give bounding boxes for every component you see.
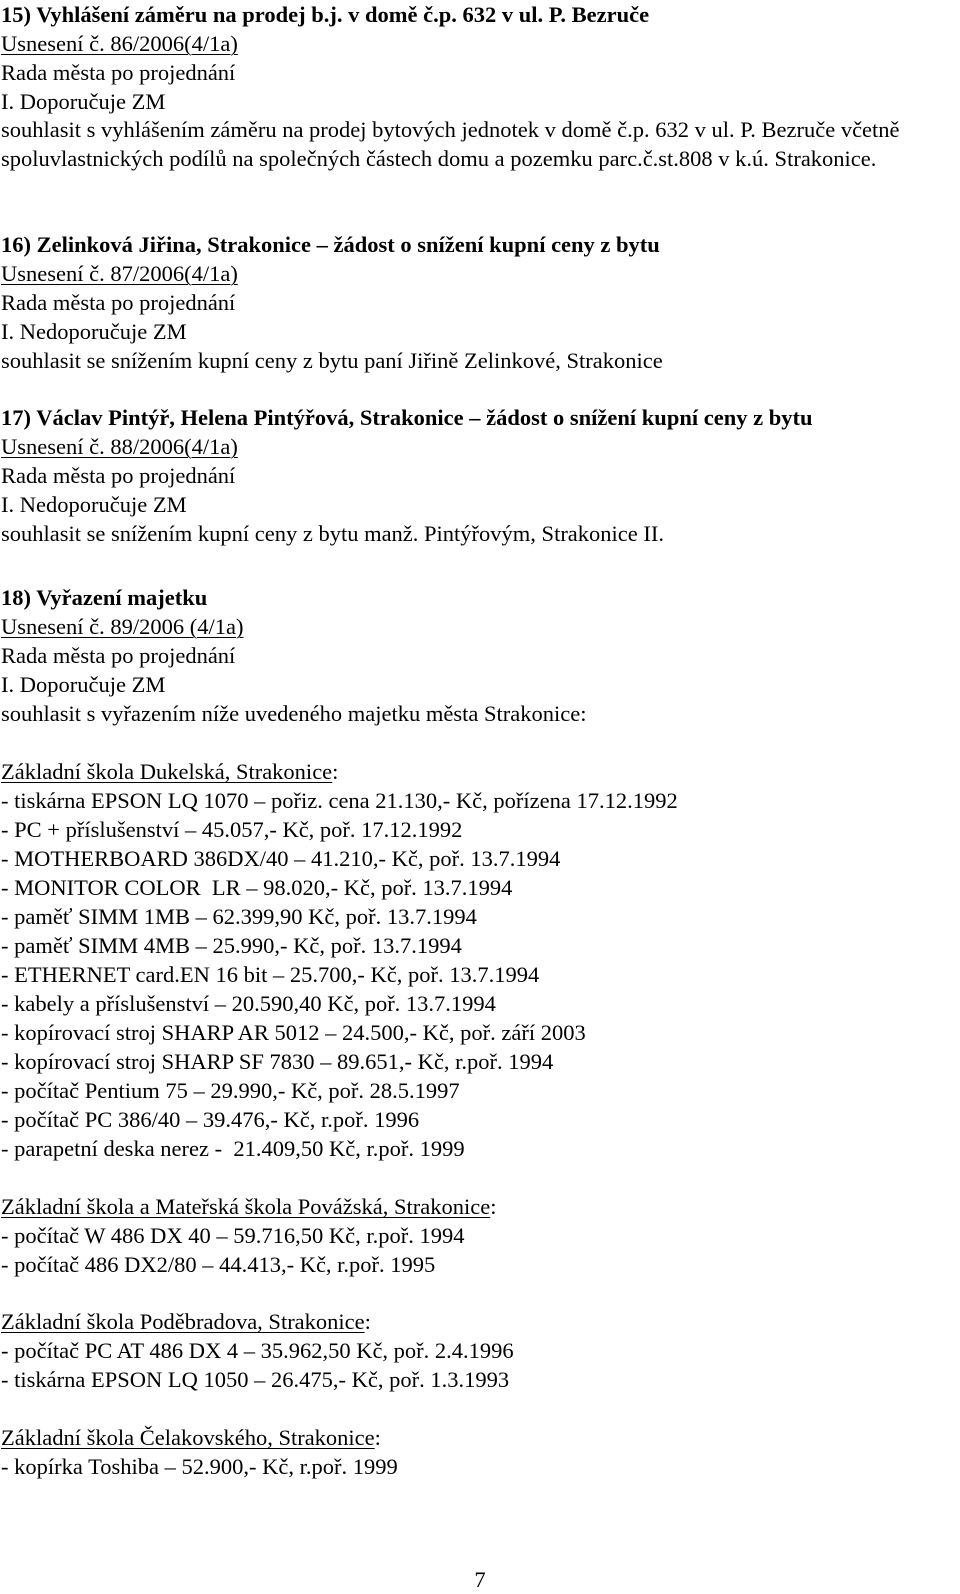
section-17-heading: 17) Václav Pintýř, Helena Pintýřová, Strakonice – žádost o snížení kupní ceny z bytu [1,405,813,430]
school-colon: : [490,1194,497,1219]
school-name: Základní škola Dukelská, Strakonice [1,759,333,784]
section-16-verdict: I. Nedoporučuje ZM [1,319,187,344]
school-name: Základní škola a Mateřská škola Povážská, Strakonice [1,1194,491,1219]
section-17-resolution: Usnesení č. 88/2006(4/1a) [1,434,238,459]
section-15-heading: 15) Vyhlášení záměru na prodej b.j. v domě č.p. 632 v ul. P. Bezruče [1,2,650,27]
section-16-text: souhlasit se snížením kupní ceny z bytu paní Jiřině Zelinkové, Strakonice [1,348,663,373]
asset-item: - počítač PC 386/40 – 39.476,- Kč, r.poř. 1996 [1,1107,420,1132]
section-18-council: Rada města po projednání [1,643,236,668]
school-heading [1,1423,381,1452]
asset-item: - ETHERNET card.EN 16 bit – 25.700,- Kč, poř. 13.7.1994 [1,962,540,987]
asset-item: - počítač 486 DX2/80 – 44.413,- Kč, r.poř. 1995 [1,1252,436,1277]
school-colon: : [364,1309,371,1334]
asset-item: - kopírovací stroj SHARP SF 7830 – 89.651,- Kč, r.poř. 1994 [1,1049,554,1074]
asset-item: - počítač W 486 DX 40 – 59.716,50 Kč, r.poř. 1994 [1,1223,465,1248]
page-number: 7 [474,1566,486,1592]
section-18-verdict: I. Doporučuje ZM [1,672,166,697]
asset-item: - MOTHERBOARD 386DX/40 – 41.210,- Kč, poř. 13.7.1994 [1,846,561,871]
school-heading [1,757,338,786]
asset-item: - paměť SIMM 4MB – 25.990,- Kč, poř. 13.7.1994 [1,933,462,958]
asset-item: - paměť SIMM 1MB – 62.399,90 Kč, poř. 13.7.1994 [1,904,477,929]
section-16-resolution: Usnesení č. 87/2006(4/1a) [1,261,238,286]
school-heading [1,1192,497,1221]
asset-item: - MONITOR COLOR LR – 98.020,- Kč, poř. 13.7.1994 [1,875,513,900]
asset-item: - kopírovací stroj SHARP AR 5012 – 24.500,- Kč, poř. září 2003 [1,1020,586,1045]
school-name: Základní škola Čelakovského, Strakonice [1,1425,375,1450]
section-16-heading: 16) Zelinková Jiřina, Strakonice – žádost o snížení kupní ceny z bytu [1,232,660,257]
section-15-council: Rada města po projednání [1,60,236,85]
section-15-text: souhlasit s vyhlášením záměru na prodej bytových jednotek v domě č.p. 632 v ul. P. Bezruče včetně spoluvlastnických podílů na společných částech domu a pozemku parc.č.st.808 v k.ú. Strakonice. [1,117,900,171]
asset-item: - PC + příslušenství – 45.057,- Kč, poř. 17.12.1992 [1,817,463,842]
asset-item: - kopírka Toshiba – 52.900,- Kč, r.poř. 1999 [1,1454,398,1479]
section-18-resolution: Usnesení č. 89/2006 (4/1a) [1,614,244,639]
asset-item: - počítač PC AT 486 DX 4 – 35.962,50 Kč, poř. 2.4.1996 [1,1338,514,1363]
section-15-resolution: Usnesení č. 86/2006(4/1a) [1,31,238,56]
section-17-council: Rada města po projednání [1,463,236,488]
school-colon: : [374,1425,381,1450]
asset-item: - počítač Pentium 75 – 29.990,- Kč, poř. 28.5.1997 [1,1078,460,1103]
asset-item: - kabely a příslušenství – 20.590,40 Kč, poř. 13.7.1994 [1,991,496,1016]
asset-item: - tiskárna EPSON LQ 1050 – 26.475,- Kč, poř. 1.3.1993 [1,1367,510,1392]
section-16-council: Rada města po projednání [1,290,236,315]
school-name: Základní škola Poděbradova, Strakonice [1,1309,365,1334]
section-18-text: souhlasit s vyřazením níže uvedeného majetku města Strakonice: [1,701,587,726]
asset-item: - tiskárna EPSON LQ 1070 – pořiz. cena 21.130,- Kč, pořízena 17.12.1992 [1,788,678,813]
asset-item: - parapetní deska nerez - 21.409,50 Kč, r.poř. 1999 [1,1136,465,1161]
section-17-text: souhlasit se snížením kupní ceny z bytu manž. Pintýřovým, Strakonice II. [1,521,665,546]
section-18-heading: 18) Vyřazení majetku [1,585,208,610]
school-colon: : [332,759,339,784]
section-15-verdict: I. Doporučuje ZM [1,89,166,114]
school-heading [1,1307,371,1336]
section-17-verdict: I. Nedoporučuje ZM [1,492,187,517]
